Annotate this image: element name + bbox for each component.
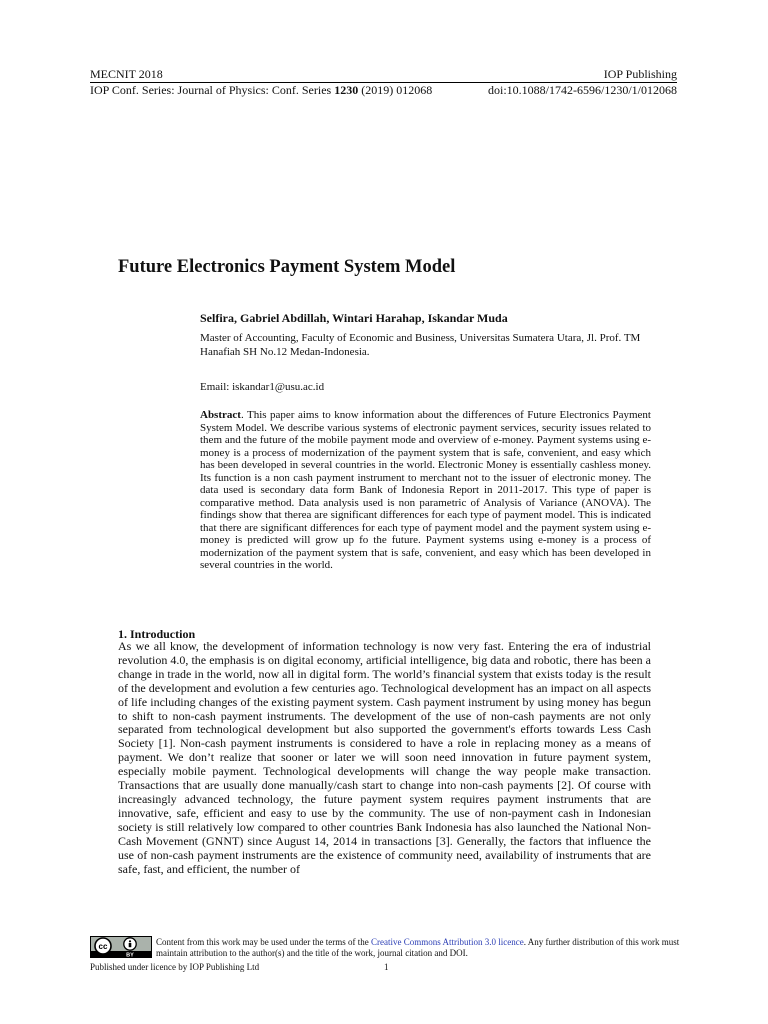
journal-series bbox=[90, 83, 432, 98]
conference-name: MECNIT 2018 bbox=[90, 67, 163, 81]
series-suffix: (2019) 012068 bbox=[358, 83, 433, 97]
abstract bbox=[200, 409, 651, 572]
license-prefix: Content from this work may be used under the terms of the bbox=[156, 937, 371, 947]
series-volume: 1230 bbox=[334, 83, 359, 97]
affiliation: Master of Accounting, Faculty of Economic and Business, Universitas Sumatera Utara, Jl. Prof. TM Hanafiah SH No.12 Medan-Indonesia. bbox=[200, 332, 641, 358]
doi[interactable]: doi:10.1088/1742-6596/1230/1/012068 bbox=[488, 83, 677, 97]
abstract-label: Abstract bbox=[200, 409, 241, 421]
section-heading-introduction: 1. Introduction bbox=[118, 627, 196, 641]
paper-title: Future Electronics Payment System Model bbox=[118, 257, 456, 277]
license-suffix: . Any further distribution of this work must maintain attribution to the author(s) and the title of the work, journal citation and DOI. bbox=[156, 937, 680, 958]
badge-label: BY bbox=[126, 952, 134, 958]
author-list: Selfira, Gabriel Abdillah, Wintari Harahap, Iskandar Muda bbox=[200, 311, 508, 325]
page-number: 1 bbox=[384, 962, 389, 972]
license-link[interactable]: Creative Commons Attribution 3.0 licence bbox=[370, 937, 524, 947]
license-note bbox=[156, 937, 680, 959]
cc-by-icon bbox=[90, 936, 152, 958]
series-prefix: IOP Conf. Series: Journal of Physics: Conf. Series bbox=[90, 83, 335, 97]
author-email[interactable]: Email: iskandar1@usu.ac.id bbox=[200, 381, 325, 393]
abstract-text: . This paper aims to know information about the differences of Future Electronics Payment System Model. We describe various systems of electronic payment services, security issues related to them and the future of the mobile payment mode and overview of e-money. Payment systems using e-money is a process of modernization of the payment system that is safe, convenient, and easy which has been developed in several countries in the world. Electronic Money is essentially cashless money. Its function is a non cash payment instrument to merchant not to the issuer of electronic money. The data used is secondary data form Bank of Indonesia Report in 2011-2017. This type of paper is comparative method. Data analysis used is non parametric of Analysis of Variance (ANOVA). The findings show that therea are significant differences for each type of payment model. This is indicated that there are significant differences for each type of payment model and the payment system using e-money is predicted will grow up fo the future. Payment systems using e-money is a process of modernization of the payment system that is safe, convenient, and easy which has been developed in several countries in the world. bbox=[200, 409, 651, 571]
publisher-name: IOP Publishing bbox=[603, 67, 677, 81]
published-under: Published under licence by IOP Publishing Ltd bbox=[90, 962, 260, 972]
svg-text:cc: cc bbox=[98, 942, 108, 951]
introduction-body: As we all know, the development of information technology is now very fast. Entering the era of industrial revolution 4.0, the emphasis is on digital economy, artificial intelligence, big data and robotic, there has been a change in trade in the world, now all in digital form. The world’s financial system that exists today is the result of the development and evolution a few centuries ago. Technological development has an impact on all aspects of life including changes of the existing payment system. Cash payment instrument by using money has begun to shift to non-cash payment instruments. The development of the use of non-cash payments are not only separated from technological development but also supported the government's efforts towards Less Cash Society [1]. Non-cash payment instruments is considered to have a role in replacing money as a means of payment. We don’t realize that sooner or later we will soon need innovation in future payment system, especially mobile payment. Technological developments will change the way people make transaction. Transactions that are usually done manually/cash start to change into non-cash payments [2]. Of course with increasingly advanced technology, the future payment system requires payment instruments that are innovative, safe, efficient and easy to use by the community. The use of non-payment cash in Indonesian society is still relatively low compared to other countries Bank Indonesia has also launched the National Non-Cash Movement (GNNT) since August 14, 2014 in transactions [3]. Generally, the factors that influence the use of non-cash payment instruments are the existence of community need, availability of instruments that are safe, fast, and efficient, the number of bbox=[118, 639, 651, 876]
